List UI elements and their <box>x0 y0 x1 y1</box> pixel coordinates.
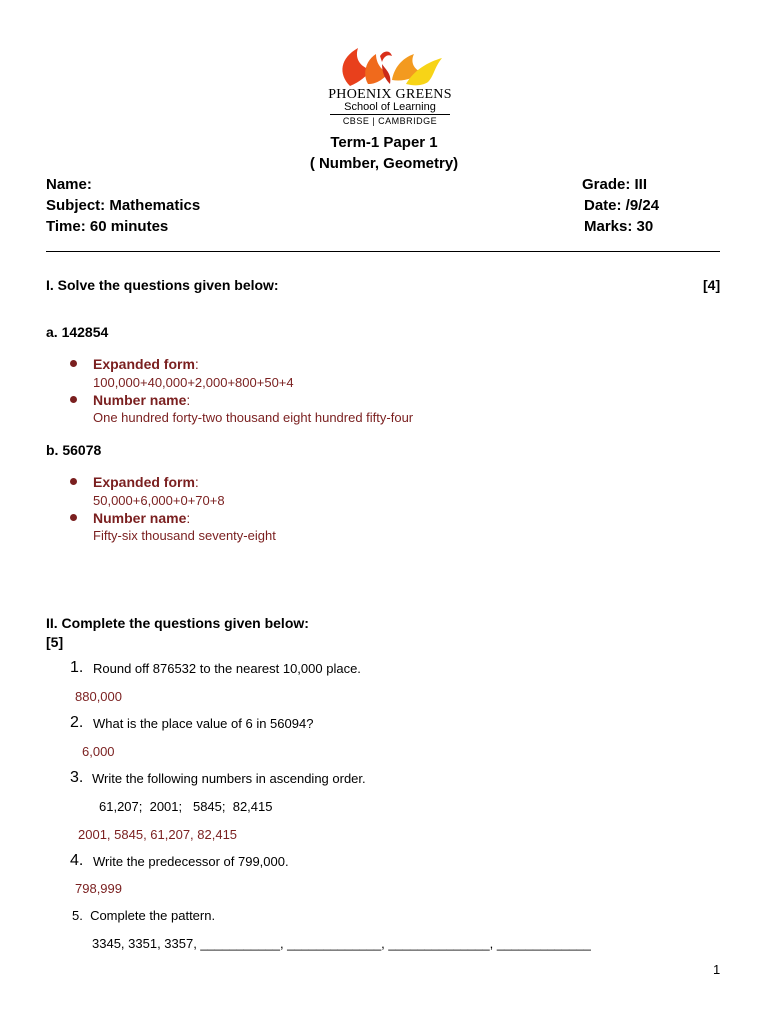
section1-marks: [4] <box>703 277 721 293</box>
question-5-text: 5. Complete the pattern. <box>72 908 216 923</box>
number-name-b-value: Fifty-six thousand seventy-eight <box>93 528 276 543</box>
question-4-text: Write the predecessor of 799,000. <box>93 854 289 869</box>
section1-heading: I. Solve the questions given below: <box>46 277 279 293</box>
expanded-form-label: Expanded form <box>93 474 195 490</box>
colon: : <box>186 510 191 526</box>
paper-title: Term-1 Paper 1 <box>330 134 438 151</box>
colon: : <box>194 356 199 372</box>
colon: : <box>186 392 191 408</box>
expanded-form-a-value: 100,000+40,000+2,000+800+50+4 <box>93 375 294 390</box>
subject-label: Subject: Mathematics <box>46 197 201 214</box>
colon: : <box>194 474 199 490</box>
answer-1: 880,000 <box>75 689 122 704</box>
question-1-text: Round off 876532 to the nearest 10,000 place. <box>93 661 361 676</box>
marks-label: Marks: 30 <box>584 218 654 235</box>
school-boards: CBSE | CAMBRIDGE <box>342 116 438 126</box>
expanded-form-a <box>93 356 199 372</box>
question-4-number: 4. <box>70 852 84 869</box>
answer-2: 6,000 <box>82 744 115 759</box>
time-label: Time: 60 minutes <box>46 218 169 235</box>
question-2-number: 2. <box>70 714 84 731</box>
question-2-text: What is the place value of 6 in 56094? <box>93 716 314 731</box>
section2-marks: [5] <box>46 634 64 650</box>
number-name-a <box>93 392 190 408</box>
paper-subtitle: ( Number, Geometry) <box>309 155 459 172</box>
number-name-label: Number name <box>93 392 187 408</box>
bullet-icon <box>70 360 77 367</box>
question-5-pattern: 3345, 3351, 3357, ___________, _____________, ______________, _____________ <box>92 936 591 951</box>
question-3-number: 3. <box>70 769 84 786</box>
answer-4: 798,999 <box>75 881 122 896</box>
date-label: Date: /9/24 <box>584 197 660 214</box>
expanded-form-label: Expanded form <box>93 356 195 372</box>
school-subtitle: School of Learning <box>344 101 436 113</box>
phoenix-logo-icon <box>310 40 470 92</box>
answer-3: 2001, 5845, 61,207, 82,415 <box>78 827 238 842</box>
section2-heading: II. Complete the questions given below: <box>46 615 309 631</box>
question-1-number: 1. <box>70 659 84 676</box>
school-logo <box>310 40 470 130</box>
page-number: 1 <box>713 962 721 977</box>
name-label: Name: <box>46 176 92 193</box>
grade-label: Grade: III <box>582 176 648 193</box>
header-divider <box>46 251 720 252</box>
question-a-label: a. 142854 <box>46 324 109 340</box>
bullet-icon <box>70 514 77 521</box>
expanded-form-b-value: 50,000+6,000+0+70+8 <box>93 493 225 508</box>
question-3-numbers: 61,207; 2001; 5845; 82,415 <box>99 799 273 814</box>
logo-divider <box>330 114 450 115</box>
bullet-icon <box>70 396 77 403</box>
expanded-form-b <box>93 474 199 490</box>
question-b-label: b. 56078 <box>46 442 102 458</box>
number-name-a-value: One hundred forty-two thousand eight hundred fifty-four <box>93 410 414 425</box>
number-name-label: Number name <box>93 510 187 526</box>
bullet-icon <box>70 478 77 485</box>
school-name: PHOENIX GREENS <box>328 87 452 102</box>
question-3-text: Write the following numbers in ascending order. <box>92 771 366 786</box>
number-name-b <box>93 510 190 526</box>
